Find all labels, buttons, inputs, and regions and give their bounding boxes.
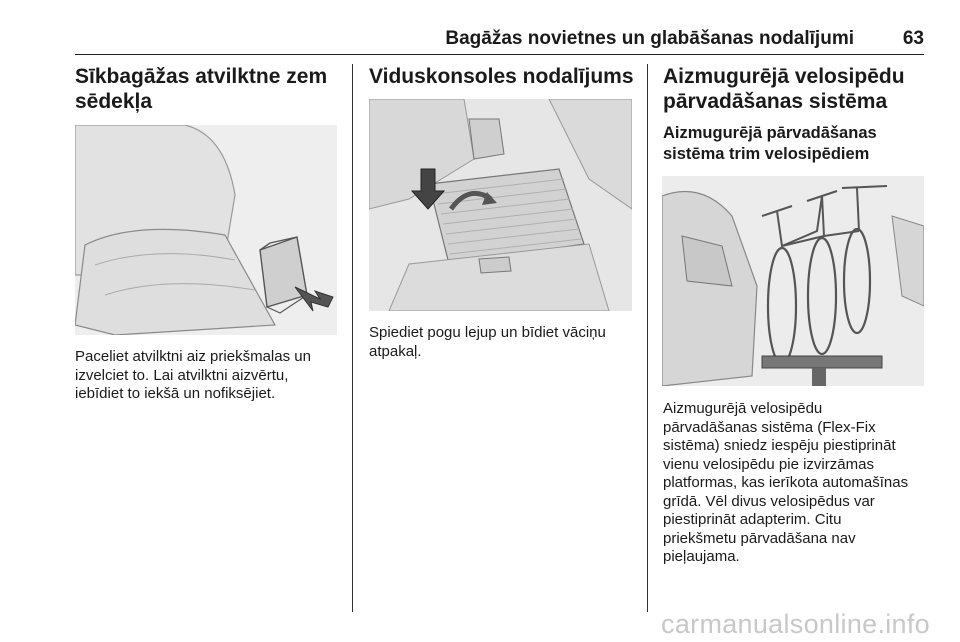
heading-center-console: Viduskonsoles nodalījums — [369, 65, 634, 88]
bike-carrier-illustration — [662, 176, 924, 386]
figure-seat-drawer — [75, 125, 337, 335]
heading-rear-carrier: Aizmugurējā velosipēdu pārvadāšanas sistēma — [663, 65, 905, 113]
column-underseat-drawer — [75, 64, 340, 114]
paragraph-center-console: Spiediet pogu lejup un bīdiet vāciņu atpakaļ. — [369, 324, 606, 360]
figure-center-console — [369, 99, 632, 311]
center-console-illustration — [369, 99, 632, 311]
figure-bike-carrier — [662, 176, 924, 386]
seat-drawer-illustration — [75, 125, 337, 335]
paragraph-rear-carrier: Aizmugurējā velosipēdu pārvadāšanas sistēma (Flex-Fix sistēma) sniedz iespēju piestiprināt vienu velosipēdu pie izvirzāmas platformas, kas ierīkota automašīnas grīdā. Vēl divus velosipēdus var piestiprināt adapterim. Citu priekšmetu pārvadāšana nav pieļaujama. — [663, 400, 909, 565]
section-title: Bagāžas novietnes un glabāšanas nodalījumi — [445, 28, 854, 49]
center-console-text — [369, 324, 637, 361]
page-header — [75, 28, 924, 55]
paragraph-underseat-drawer: Paceliet atvilktni aiz priekšmalas un izvelciet to. Lai atvilktni aizvērtu, iebīdiet to iekšā un nofiksējiet. — [75, 348, 311, 402]
rear-carrier-text — [663, 400, 935, 567]
underseat-drawer-text — [75, 348, 340, 404]
column-divider-right — [647, 64, 648, 612]
watermark: carmanualsonline.info — [661, 609, 930, 639]
page-number: 63 — [902, 28, 924, 49]
subheading-three-bikes: Aizmugurējā pārvadāšanas sistēma trim velosipēdiem — [663, 124, 877, 163]
column-rear-carrier — [663, 64, 935, 165]
heading-underseat-drawer: Sīkbagāžas atvilktne zem sēdekļa — [75, 65, 328, 113]
column-divider-left — [352, 64, 353, 612]
column-center-console — [369, 64, 637, 89]
